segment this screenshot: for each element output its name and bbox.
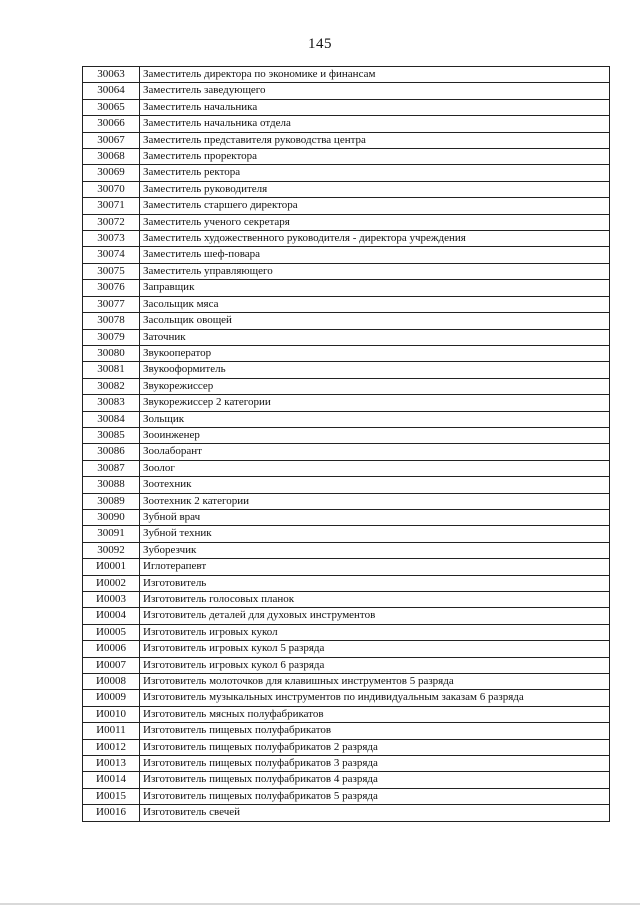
table-row — [83, 756, 610, 772]
occupation-code: 30068 — [83, 149, 140, 165]
occupation-name: Заместитель проректора — [140, 149, 610, 165]
occupation-name: Зооинженер — [140, 427, 610, 443]
table-row — [83, 378, 610, 394]
occupation-name: Изготовитель музыкальных инструментов по индивидуальным заказам 6 разряда — [140, 690, 610, 706]
occupation-name: Звукооператор — [140, 345, 610, 361]
table-row — [83, 149, 610, 165]
occupation-code: 30079 — [83, 329, 140, 345]
table-row — [83, 116, 610, 132]
table-row — [83, 329, 610, 345]
occupation-code: 30071 — [83, 198, 140, 214]
occupation-code: 30064 — [83, 83, 140, 99]
occupation-name: Иглотерапевт — [140, 559, 610, 575]
occupation-code: И0016 — [83, 805, 140, 821]
occupation-code: И0001 — [83, 559, 140, 575]
occupation-code: 30081 — [83, 362, 140, 378]
occupation-name: Изготовитель игровых кукол — [140, 624, 610, 640]
table-row — [83, 493, 610, 509]
occupation-code: 30092 — [83, 542, 140, 558]
table-body — [83, 67, 610, 822]
occupation-code: 30083 — [83, 395, 140, 411]
occupation-name: Изготовитель молоточков для клавишных инструментов 5 разряда — [140, 674, 610, 690]
occupation-code: 30075 — [83, 263, 140, 279]
occupation-name: Изготовитель мясных полуфабрикатов — [140, 706, 610, 722]
table-row — [83, 181, 610, 197]
table-row — [83, 411, 610, 427]
occupation-code: 30078 — [83, 313, 140, 329]
occupation-name: Звукорежиссер 2 категории — [140, 395, 610, 411]
occupation-name: Зольщик — [140, 411, 610, 427]
occupation-name: Звукооформитель — [140, 362, 610, 378]
occupation-code: 30088 — [83, 477, 140, 493]
occupation-name: Изготовитель пищевых полуфабрикатов 2 разряда — [140, 739, 610, 755]
occupation-name: Изготовитель деталей для духовых инструментов — [140, 608, 610, 624]
occupation-code: И0011 — [83, 723, 140, 739]
table-row — [83, 657, 610, 673]
table-row — [83, 805, 610, 821]
occupation-code: И0009 — [83, 690, 140, 706]
occupation-name: Заместитель шеф-повара — [140, 247, 610, 263]
occupation-code: 30080 — [83, 345, 140, 361]
table-row — [83, 280, 610, 296]
table-row — [83, 132, 610, 148]
table-row — [83, 427, 610, 443]
occupation-code: И0002 — [83, 575, 140, 591]
occupation-code: 30074 — [83, 247, 140, 263]
occupation-code: И0010 — [83, 706, 140, 722]
occupation-name: Засольщик мяса — [140, 296, 610, 312]
table-row — [83, 641, 610, 657]
occupation-code: 30063 — [83, 67, 140, 83]
occupation-code: 30072 — [83, 214, 140, 230]
occupation-code: 30076 — [83, 280, 140, 296]
occupation-name: Заместитель заведующего — [140, 83, 610, 99]
occupation-code: 30067 — [83, 132, 140, 148]
occupation-name: Изготовитель игровых кукол 6 разряда — [140, 657, 610, 673]
table-row — [83, 83, 610, 99]
occupation-name: Изготовитель пищевых полуфабрикатов — [140, 723, 610, 739]
table-row — [83, 477, 610, 493]
table-row — [83, 231, 610, 247]
occupation-code: И0013 — [83, 756, 140, 772]
occupation-code: 30084 — [83, 411, 140, 427]
occupation-code: 30070 — [83, 181, 140, 197]
occupation-code: И0006 — [83, 641, 140, 657]
table-row — [83, 444, 610, 460]
occupation-code: 30089 — [83, 493, 140, 509]
occupation-code: И0012 — [83, 739, 140, 755]
table-row — [83, 706, 610, 722]
table-row — [83, 592, 610, 608]
occupation-name: Зоолаборант — [140, 444, 610, 460]
occupation-name: Зуборезчик — [140, 542, 610, 558]
table-row — [83, 460, 610, 476]
occupation-code: И0005 — [83, 624, 140, 640]
occupation-name: Изготовитель игровых кукол 5 разряда — [140, 641, 610, 657]
occupation-name: Заместитель руководителя — [140, 181, 610, 197]
table-row — [83, 723, 610, 739]
table-row — [83, 772, 610, 788]
occupation-name: Изготовитель — [140, 575, 610, 591]
occupation-name: Заместитель начальника отдела — [140, 116, 610, 132]
occupation-name: Изготовитель свечей — [140, 805, 610, 821]
occupation-name: Изготовитель пищевых полуфабрикатов 4 разряда — [140, 772, 610, 788]
table-row — [83, 526, 610, 542]
occupation-code: 30082 — [83, 378, 140, 394]
occupation-code: 30077 — [83, 296, 140, 312]
table-row — [83, 296, 610, 312]
table-row — [83, 575, 610, 591]
table-row — [83, 67, 610, 83]
table-row — [83, 165, 610, 181]
table-row — [83, 608, 610, 624]
occupation-codes-table — [82, 66, 610, 822]
occupation-name: Зоотехник 2 категории — [140, 493, 610, 509]
table-row — [83, 362, 610, 378]
occupation-name: Заместитель старшего директора — [140, 198, 610, 214]
occupation-name: Звукорежиссер — [140, 378, 610, 394]
table-row — [83, 214, 610, 230]
table-row — [83, 739, 610, 755]
occupation-name: Изготовитель пищевых полуфабрикатов 3 разряда — [140, 756, 610, 772]
table-row — [83, 345, 610, 361]
table-row — [83, 247, 610, 263]
occupation-code: 30087 — [83, 460, 140, 476]
occupation-name: Изготовитель голосовых планок — [140, 592, 610, 608]
table-row — [83, 509, 610, 525]
occupation-code: И0008 — [83, 674, 140, 690]
occupation-name: Заточник — [140, 329, 610, 345]
table-row — [83, 263, 610, 279]
occupation-name: Заправщик — [140, 280, 610, 296]
occupation-name: Зубной врач — [140, 509, 610, 525]
page-number: 145 — [308, 36, 332, 52]
table-row — [83, 624, 610, 640]
table-row — [83, 542, 610, 558]
occupation-name: Изготовитель пищевых полуфабрикатов 5 разряда — [140, 788, 610, 804]
table-row — [83, 313, 610, 329]
table-row — [83, 395, 610, 411]
occupation-name: Заместитель начальника — [140, 99, 610, 115]
occupation-code: И0015 — [83, 788, 140, 804]
occupation-code: 30066 — [83, 116, 140, 132]
occupation-name: Зоолог — [140, 460, 610, 476]
occupation-code: 30073 — [83, 231, 140, 247]
occupation-code: 30065 — [83, 99, 140, 115]
occupation-code: 30085 — [83, 427, 140, 443]
occupation-name: Заместитель управляющего — [140, 263, 610, 279]
occupation-name: Заместитель художественного руководителя - директора учреждения — [140, 231, 610, 247]
table-row — [83, 788, 610, 804]
table-row — [83, 99, 610, 115]
occupation-code: И0014 — [83, 772, 140, 788]
table-row — [83, 198, 610, 214]
table-row — [83, 690, 610, 706]
occupation-name: Засольщик овощей — [140, 313, 610, 329]
occupation-code: И0003 — [83, 592, 140, 608]
occupation-name: Заместитель представителя руководства центра — [140, 132, 610, 148]
occupation-code: 30091 — [83, 526, 140, 542]
occupation-name: Заместитель ректора — [140, 165, 610, 181]
table-row — [83, 674, 610, 690]
occupation-name: Зоотехник — [140, 477, 610, 493]
occupation-name: Зубной техник — [140, 526, 610, 542]
occupation-name: Заместитель ученого секретаря — [140, 214, 610, 230]
occupation-code: 30086 — [83, 444, 140, 460]
occupation-code: И0007 — [83, 657, 140, 673]
table-row — [83, 559, 610, 575]
occupation-code: 30069 — [83, 165, 140, 181]
occupation-code: 30090 — [83, 509, 140, 525]
occupation-code: И0004 — [83, 608, 140, 624]
occupation-name: Заместитель директора по экономике и финансам — [140, 67, 610, 83]
